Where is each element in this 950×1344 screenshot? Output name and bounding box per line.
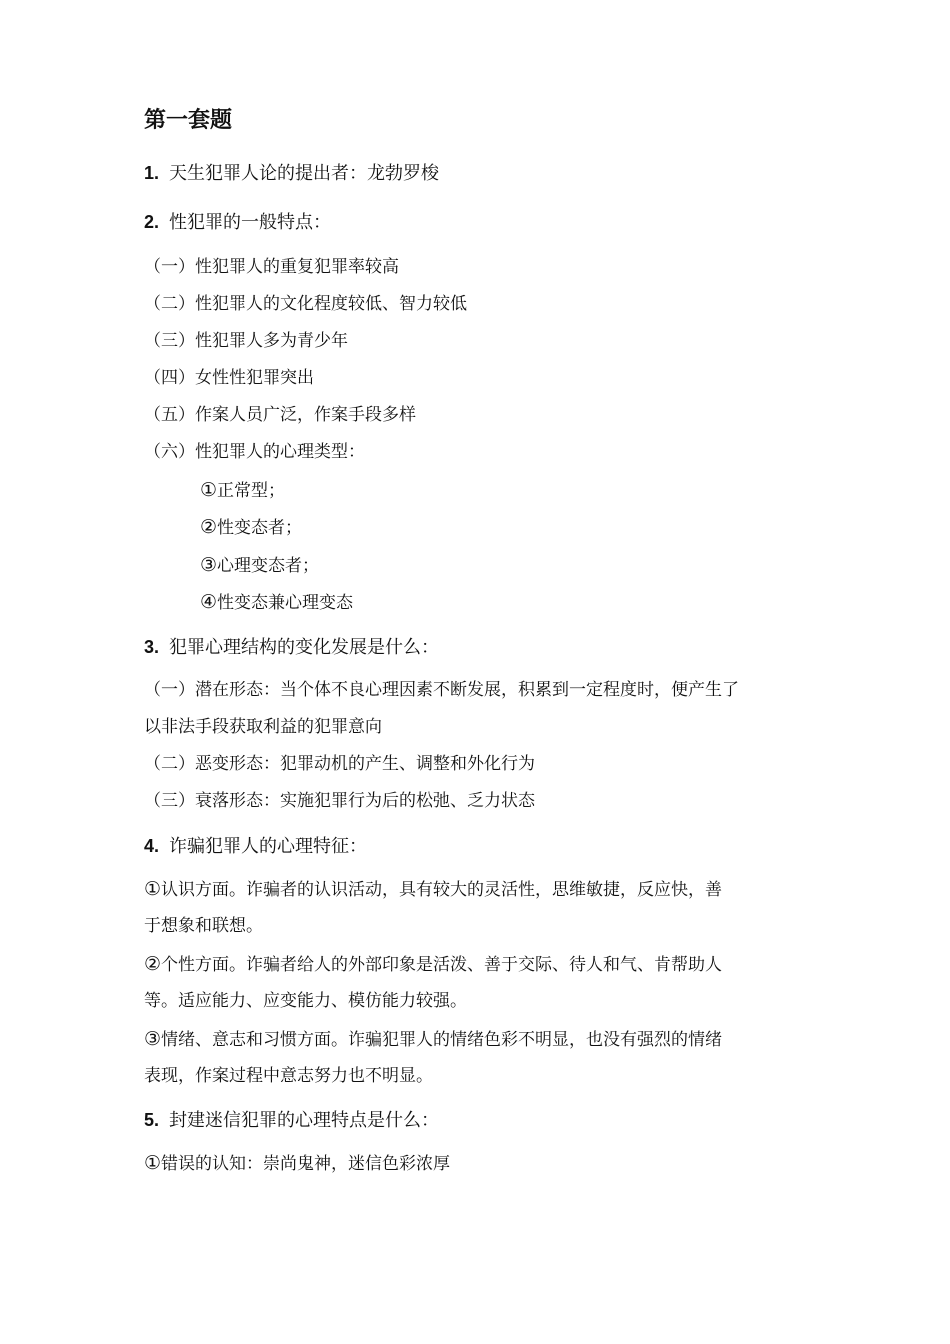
question-text: 犯罪心理结构的变化发展是什么：: [169, 637, 440, 658]
sub-list-item: ③心理变态者；: [200, 554, 320, 576]
list-item: （二）性犯罪人的文化程度较低、智力较低: [144, 294, 467, 314]
paragraph-line: 于想象和联想。: [144, 916, 263, 936]
circled-number: ②: [144, 953, 162, 975]
question-text: 封建迷信犯罪的心理特点是什么：: [169, 1110, 440, 1131]
sub-list-item: ②性变态者；: [200, 516, 303, 538]
page-title: 第一套题: [144, 108, 233, 133]
question-number: 3.: [144, 637, 160, 657]
circled-number: ①: [200, 479, 218, 501]
circled-number: ③: [200, 554, 218, 576]
paragraph-line: （一）潜在形态：当个体不良心理因素不断发展，积累到一定程度时，便产生了: [144, 680, 739, 700]
sub-list-item: ①正常型；: [200, 479, 286, 501]
question-text: 天生犯罪人论的提出者：龙勃罗梭: [169, 163, 440, 184]
question-5: [144, 1105, 439, 1136]
question-4: [144, 831, 367, 862]
question-1: [144, 158, 439, 189]
paragraph-line: 表现，作案过程中意志努力也不明显。: [144, 1066, 433, 1086]
question-number: 2.: [144, 212, 160, 232]
list-item: （五）作案人员广泛，作案手段多样: [144, 405, 416, 425]
list-item: （六）性犯罪人的心理类型：: [144, 442, 365, 462]
circled-number: ②: [200, 516, 218, 538]
question-text: 性犯罪的一般特点：: [169, 212, 332, 233]
question-number: 5.: [144, 1110, 160, 1130]
paragraph-line: ①错误的认知：崇尚鬼神，迷信色彩浓厚: [144, 1152, 451, 1174]
question-text: 诈骗犯罪人的心理特征：: [169, 836, 368, 857]
paragraph-line: 以非法手段获取利益的犯罪意向: [144, 717, 382, 737]
circled-number: ③: [144, 1028, 162, 1050]
list-item: （一）性犯罪人的重复犯罪率较高: [144, 257, 399, 277]
paragraph-line: ①认识方面。诈骗者的认识活动，具有较大的灵活性，思维敏捷，反应快，善: [144, 878, 723, 900]
question-3: [144, 632, 439, 663]
paragraph-line: 等。适应能力、应变能力、模仿能力较强。: [144, 991, 467, 1011]
paragraph-line: （二）恶变形态：犯罪动机的产生、调整和外化行为: [144, 754, 535, 774]
paragraph-line: ③情绪、意志和习惯方面。诈骗犯罪人的情绪色彩不明显，也没有强烈的情绪: [144, 1028, 723, 1050]
sub-list-item: ④性变态兼心理变态: [200, 591, 354, 613]
list-item: （三）性犯罪人多为青少年: [144, 331, 348, 351]
question-number: 4.: [144, 836, 160, 856]
list-item: （四）女性性犯罪突出: [144, 368, 314, 388]
question-number: 1.: [144, 163, 160, 183]
question-2: [144, 207, 331, 238]
circled-number: ④: [200, 591, 218, 613]
paragraph-line: （三）衰落形态：实施犯罪行为后的松弛、乏力状态: [144, 791, 535, 811]
circled-number: ①: [144, 878, 162, 900]
circled-number: ①: [144, 1152, 162, 1174]
paragraph-line: ②个性方面。诈骗者给人的外部印象是活泼、善于交际、待人和气、肯帮助人: [144, 953, 723, 975]
